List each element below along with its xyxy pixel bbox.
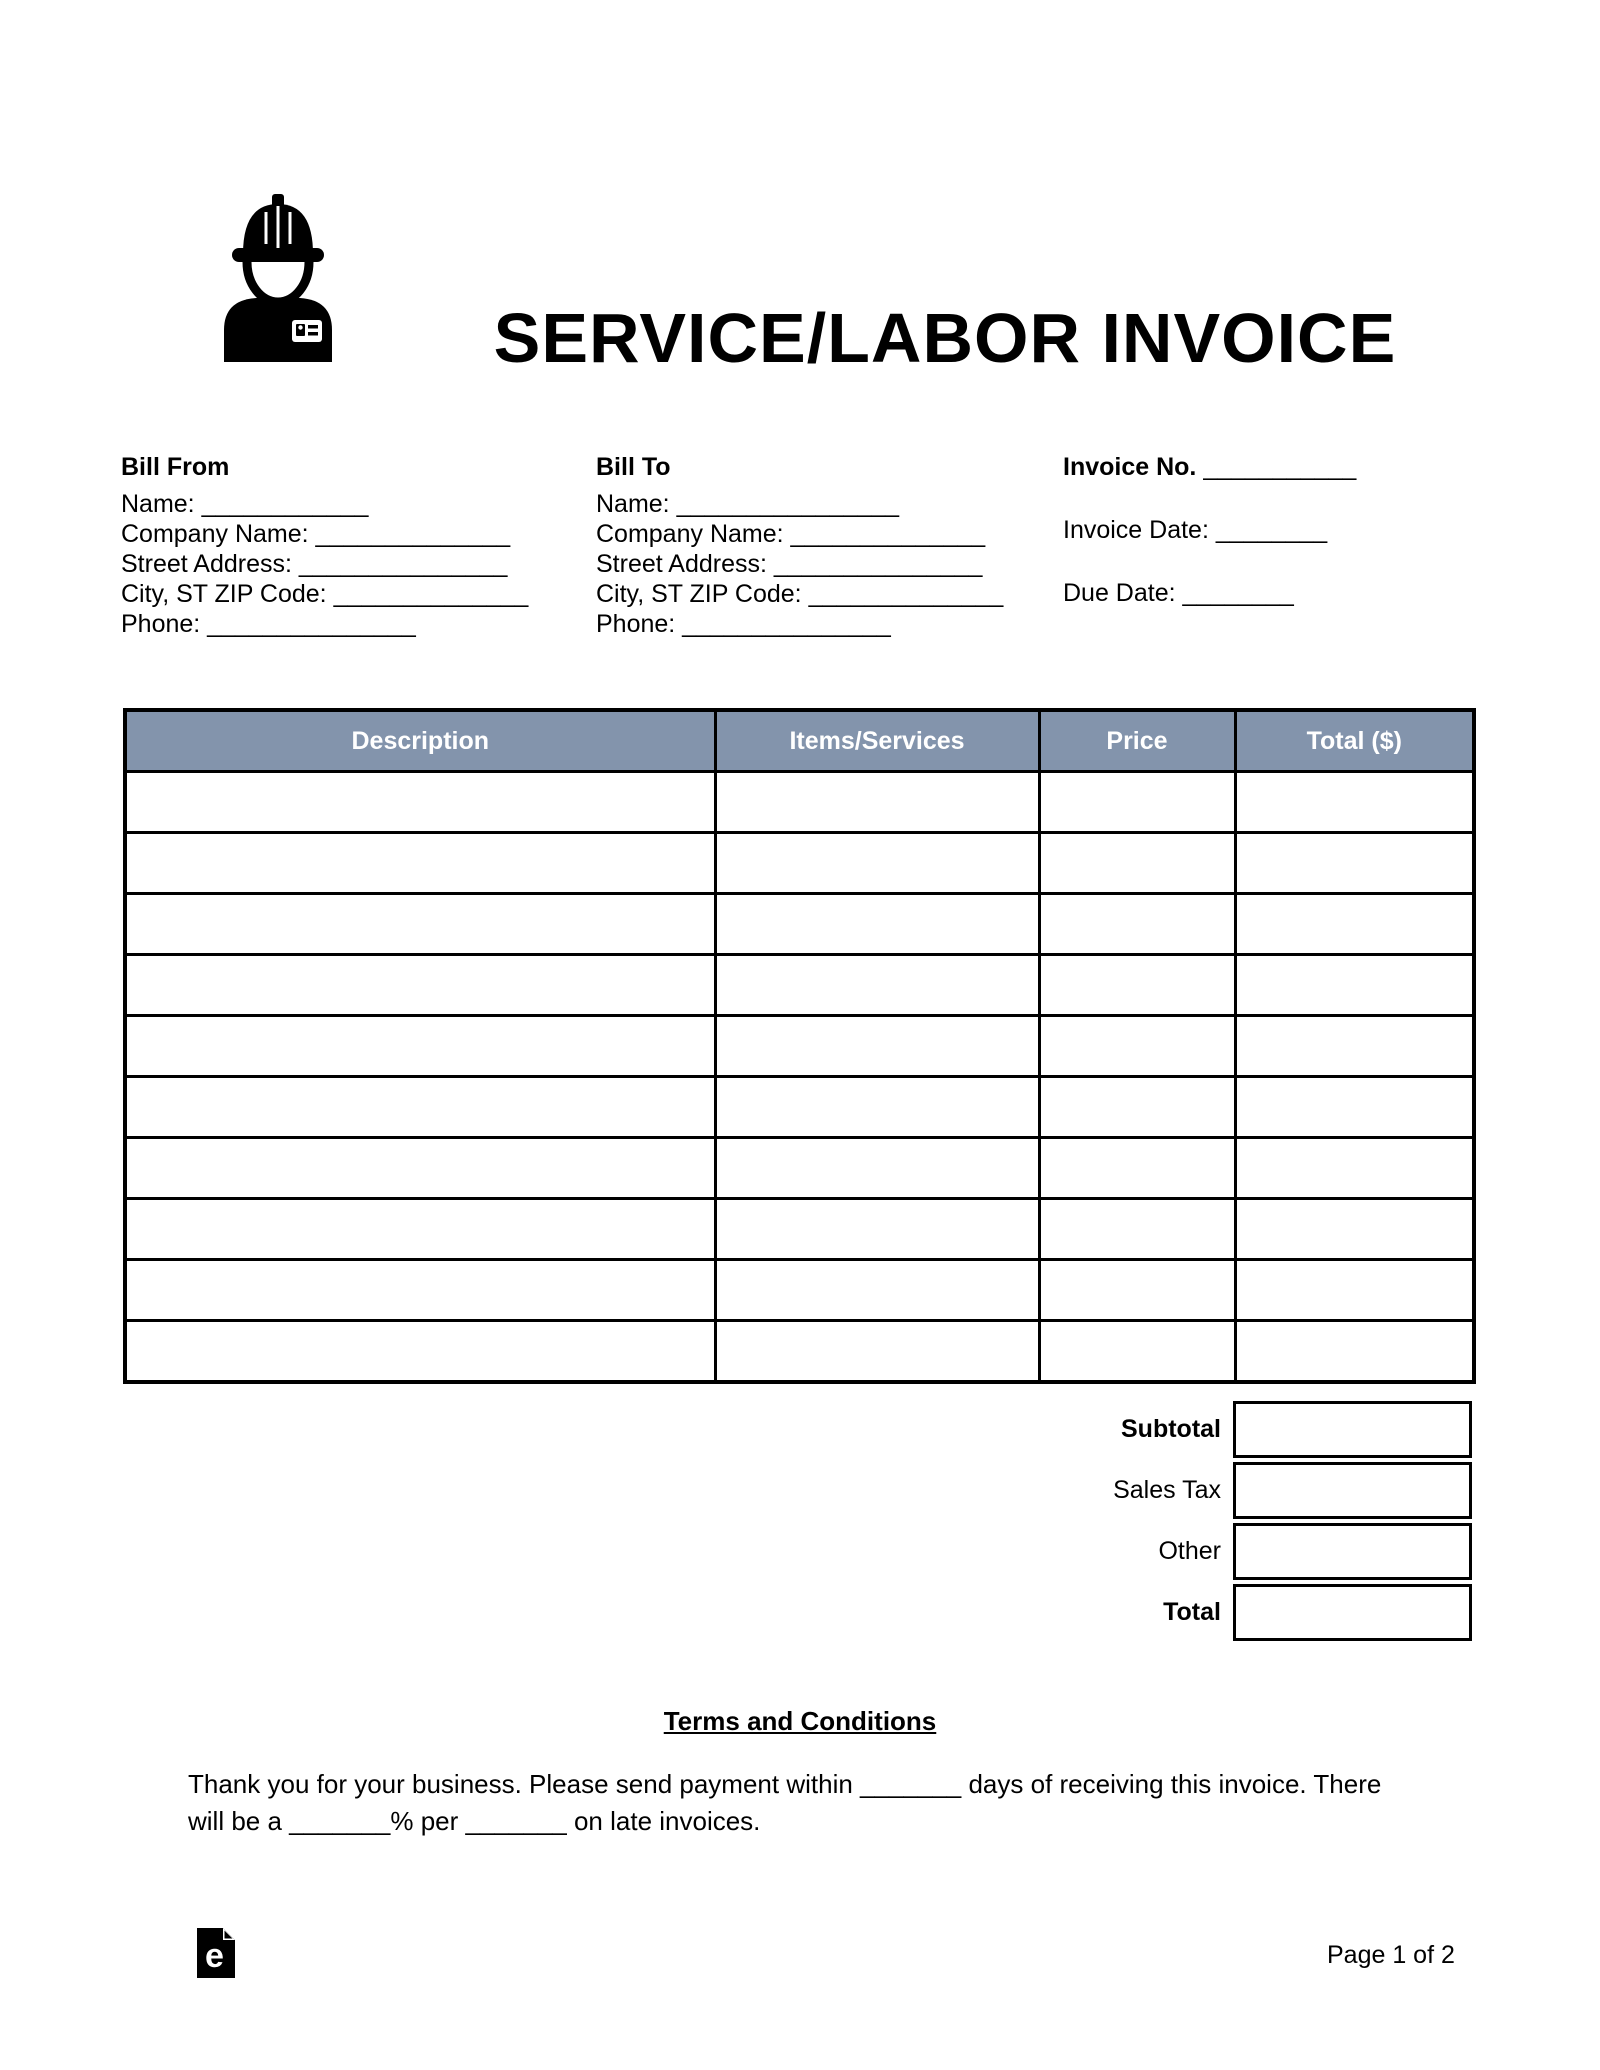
table-header-row: [125, 710, 1474, 772]
table-cell: [125, 1260, 715, 1321]
summary-row-total: [123, 1584, 1472, 1641]
sales-tax-label: Sales Tax: [1113, 1476, 1221, 1504]
bill-from-name-field: Name: ____________: [121, 490, 369, 518]
table-row: [125, 1016, 1474, 1077]
bill-to-heading: Bill To: [596, 453, 671, 481]
page-title: SERVICE/LABOR INVOICE: [493, 299, 1397, 377]
invoice-number-label: Invoice No.: [1063, 453, 1197, 481]
table-cell: [125, 1138, 715, 1199]
table-row: [125, 833, 1474, 894]
table-cell: [1039, 772, 1235, 833]
table-cell: [1235, 833, 1474, 894]
column-header-description: Description: [125, 710, 715, 772]
table-cell: [1039, 1199, 1235, 1260]
table-cell: [1235, 1260, 1474, 1321]
invoice-date-label: Invoice Date:: [1063, 516, 1209, 544]
table-row: [125, 1138, 1474, 1199]
table-row: [125, 772, 1474, 833]
table-cell: [125, 1321, 715, 1383]
other-label: Other: [1158, 1537, 1221, 1565]
table-cell: [1235, 894, 1474, 955]
table-cell: [125, 833, 715, 894]
terms-line: Thank you for your business. Please send payment within _______ days of receiving this invoice. There: [188, 1769, 1382, 1799]
table-cell: [1235, 1321, 1474, 1383]
table-cell: [715, 1077, 1039, 1138]
eforms-logo-icon: [197, 1928, 235, 1978]
bill-to-company-field: Company Name: ______________: [596, 520, 986, 548]
column-header-items-services: Items/Services: [715, 710, 1039, 772]
line-items-table: [123, 708, 1476, 1384]
table-cell: [1235, 1016, 1474, 1077]
bill-from-phone-field: Phone: _______________: [121, 610, 416, 638]
due-date-field: [1063, 578, 1483, 608]
table-cell: [125, 955, 715, 1016]
due-date-blank: ________: [1182, 579, 1294, 607]
table-cell: [1039, 1260, 1235, 1321]
table-cell: [715, 772, 1039, 833]
table-cell: [1039, 1016, 1235, 1077]
svg-text:e: e: [205, 1937, 224, 1975]
table-cell: [715, 955, 1039, 1016]
bill-to-street-field: Street Address: _______________: [596, 550, 983, 578]
column-header-price: Price: [1039, 710, 1235, 772]
invoice-date-blank: ________: [1215, 516, 1328, 544]
table-cell: [715, 894, 1039, 955]
table-cell: [125, 894, 715, 955]
table-row: [125, 1199, 1474, 1260]
table-body: [125, 772, 1474, 1383]
subtotal-label: Subtotal: [1121, 1415, 1221, 1443]
table-row: [125, 1077, 1474, 1138]
table-cell: [1235, 955, 1474, 1016]
table-cell: [1039, 894, 1235, 955]
total-value-box: [1233, 1584, 1472, 1641]
bill-from-street-field: Street Address: _______________: [121, 550, 508, 578]
table-cell: [1039, 833, 1235, 894]
invoice-date-field: [1063, 515, 1483, 545]
table-cell: [715, 1321, 1039, 1383]
table-cell: [1235, 1199, 1474, 1260]
table-row: [125, 955, 1474, 1016]
table-cell: [1039, 1321, 1235, 1383]
bill-to-name-field: Name: ________________: [596, 490, 900, 518]
table-cell: [1039, 955, 1235, 1016]
bill-from-city-field: City, ST ZIP Code: ______________: [121, 580, 529, 608]
bill-to-phone-field: Phone: _______________: [596, 610, 891, 638]
table-row: [125, 894, 1474, 955]
table-cell: [1235, 1077, 1474, 1138]
subtotal-value-box: [1233, 1401, 1472, 1458]
table-cell: [715, 1260, 1039, 1321]
summary-row-sales-tax: [123, 1462, 1472, 1519]
due-date-label: Due Date:: [1063, 579, 1176, 607]
table-cell: [715, 833, 1039, 894]
table-row: [125, 1321, 1474, 1383]
summary-row-other: [123, 1523, 1472, 1580]
table-cell: [715, 1016, 1039, 1077]
other-value-box: [1233, 1523, 1472, 1580]
invoice-number-blank: ___________: [1203, 453, 1357, 481]
table-cell: [1235, 1138, 1474, 1199]
total-label: Total: [1163, 1598, 1221, 1626]
table-cell: [1039, 1138, 1235, 1199]
bill-to-city-field: City, ST ZIP Code: ______________: [596, 580, 1004, 608]
table-cell: [125, 1077, 715, 1138]
table-cell: [125, 1199, 715, 1260]
table-row: [125, 1260, 1474, 1321]
construction-worker-icon: [210, 192, 346, 362]
terms-body: [188, 1766, 1558, 1840]
invoice-number-field: [1063, 452, 1483, 482]
table-cell: [125, 1016, 715, 1077]
summary-row-subtotal: [123, 1401, 1472, 1458]
bill-to-section: [596, 452, 1061, 639]
invoice-meta-section: [1063, 452, 1483, 641]
sales-tax-value-box: [1233, 1462, 1472, 1519]
table-cell: [1235, 772, 1474, 833]
bill-from-heading: Bill From: [121, 453, 230, 481]
table-cell: [125, 772, 715, 833]
table-cell: [1039, 1077, 1235, 1138]
table-cell: [715, 1199, 1039, 1260]
page-number: Page 1 of 2: [1327, 1941, 1455, 1969]
bill-from-section: [121, 452, 586, 639]
table-cell: [715, 1138, 1039, 1199]
terms-line: will be a _______% per _______ on late invoices.: [188, 1806, 761, 1836]
bill-from-company-field: Company Name: ______________: [121, 520, 511, 548]
column-header-total: Total ($): [1235, 710, 1474, 772]
terms-heading: Terms and Conditions: [663, 1706, 937, 1736]
